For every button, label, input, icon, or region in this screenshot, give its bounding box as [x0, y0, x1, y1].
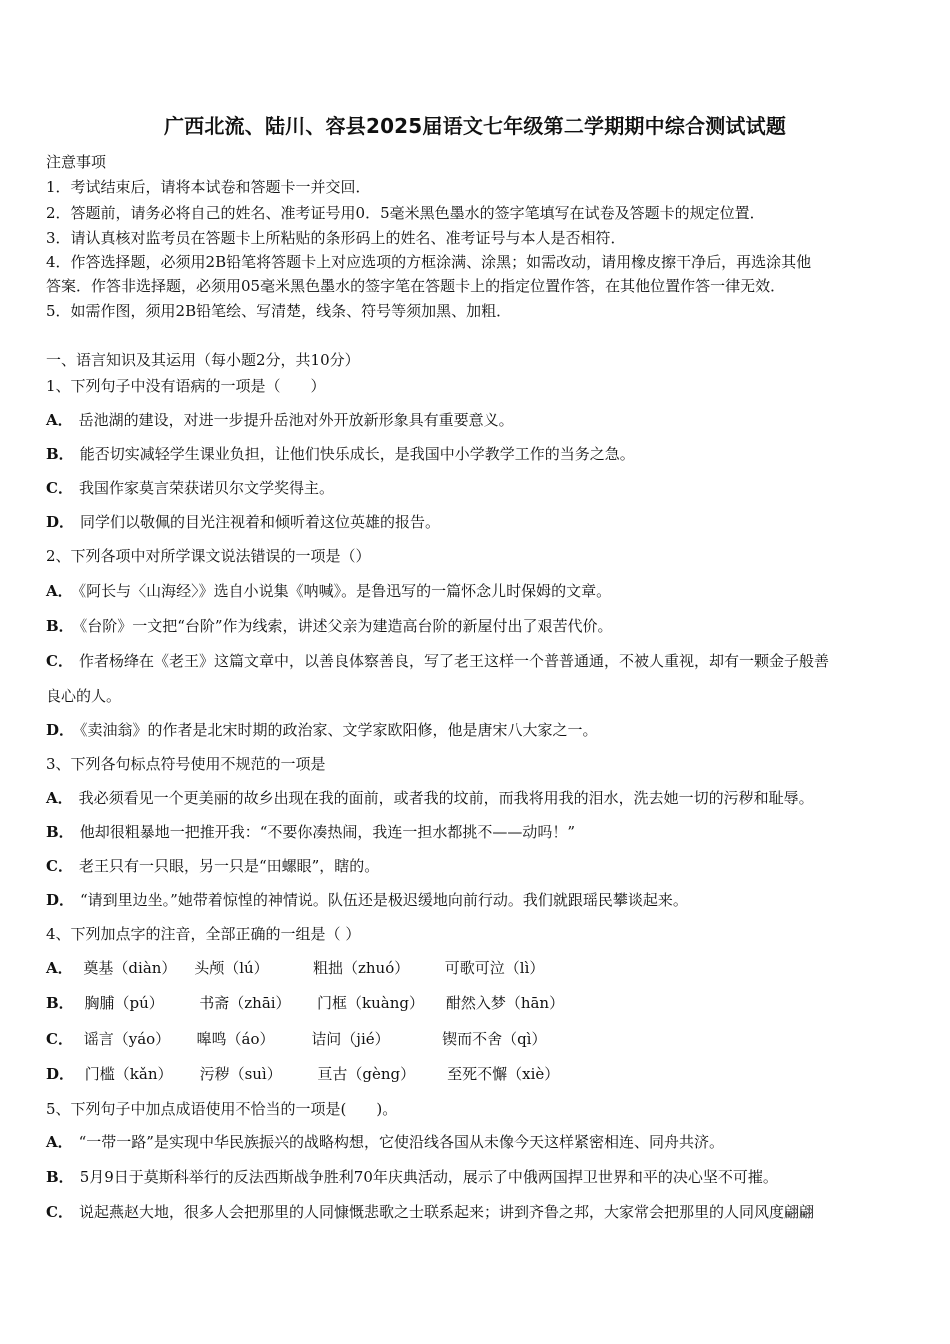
pinyin-item: 诘问（jié）: [311, 1030, 390, 1048]
option-b: [46, 1167, 778, 1187]
option-b: [46, 822, 575, 842]
option-a: [46, 1132, 724, 1152]
option-letter: A．: [46, 959, 73, 977]
option-c: [46, 651, 829, 671]
notice-heading: 注意事项: [46, 153, 107, 171]
option-d: [46, 890, 688, 910]
option-text: 《台阶》一文把“台阶”作为线索，讲述父亲为建造高台阶的新屋付出了艰苦代价。: [79, 617, 613, 635]
pinyin-item: 酣然入梦（hān）: [445, 994, 565, 1012]
option-d: [46, 720, 598, 740]
option-text: 《卖油翁》的作者是北宋时期的政治家、文学家欧阳修，他是唐宋八大家之一。: [80, 721, 598, 739]
notice-item: 答案．作答非选择题，必须用05毫米黑色墨水的签字笔在答题卡上的指定位置作答，在其他位置作答一律无效．: [46, 277, 786, 295]
option-letter: A．: [46, 789, 73, 807]
option-letter: C．: [46, 652, 73, 670]
option-letter: D．: [46, 721, 75, 739]
option-continuation: 良心的人。: [46, 687, 122, 705]
question-stem: 5、下列句子中加点成语使用不恰当的一项是( )。: [46, 1100, 398, 1118]
question-stem: 3、下列各句标点符号使用不规范的一项是: [46, 755, 326, 773]
option-letter: A．: [46, 582, 73, 600]
notice-item: 4．作答选择题，必须用2B铅笔将答题卡上对应选项的方框涂满、涂黑；如需改动，请用橡皮擦干净后，再选涂其他: [46, 253, 812, 271]
option-letter: D．: [46, 513, 75, 531]
option-letter: B．: [46, 994, 74, 1012]
option-text: 《阿长与〈山海经〉》选自小说集《呐喊》。是鲁迅写的一篇怀念儿时保姆的文章。: [78, 582, 612, 600]
pinyin-item: 锲而不舍（qì）: [442, 1030, 547, 1048]
option-text: 能否切实减轻学生课业负担，让他们快乐成长，是我国中小学教学工作的当务之急。: [79, 445, 635, 463]
pinyin-item: 亘古（gèng）: [317, 1065, 416, 1083]
option-letter: B．: [46, 445, 74, 463]
option-letter: C．: [46, 1030, 73, 1048]
pinyin-item: 头颅（lú）: [194, 959, 269, 977]
option-a: [46, 410, 514, 430]
option-text: “一带一路”是实现中华民族振兴的战略构想，它使沿线各国从未像今天这样紧密相连、同舟共济。: [78, 1133, 724, 1151]
pinyin-item: 门槛（kǎn）: [84, 1065, 173, 1083]
option-letter: C．: [46, 1203, 73, 1221]
option-text: 我必须看见一个更美丽的故乡出现在我的面前，或者我的坟前，而我将用我的泪水，洗去她一切的污秽和耻辱。: [78, 789, 814, 807]
option-letter: B．: [46, 617, 74, 635]
question-stem: 1、下列句子中没有语病的一项是（ ）: [46, 377, 326, 395]
option-b: [46, 444, 635, 464]
option-c: [46, 1202, 814, 1222]
pinyin-item: 门框（kuàng）: [317, 994, 424, 1012]
option-letter: B．: [46, 1168, 74, 1186]
option-letter: D．: [46, 1065, 75, 1083]
page-title: 广西北流、陆川、容县2025届语文七年级第二学期期中综合测试试题: [163, 114, 787, 138]
pinyin-item: 胸脯（pú）: [84, 994, 164, 1012]
notice-item: 1．考试结束后，请将本试卷和答题卡一并交回．: [46, 178, 371, 196]
notice-item: 5．如需作图，须用2B铅笔绘、写清楚，线条、符号等须加黑、加粗．: [46, 302, 512, 320]
option-text: 老王只有一只眼，另一只是“田螺眼”，瞎的。: [78, 857, 380, 875]
option-text: 5月9日于莫斯科举行的反法西斯战争胜利70年庆典活动，展示了中俄两国捍卫世界和平的决心坚不可摧。: [79, 1168, 778, 1186]
option-a: [46, 581, 611, 601]
option-c: [46, 478, 334, 498]
option-letter: D．: [46, 891, 75, 909]
pinyin-item: 嗥鸣（áo）: [196, 1030, 275, 1048]
option-b: [46, 616, 613, 636]
notice-item: 2．答题前，请务必将自己的姓名、准考证号用0．5毫米黑色墨水的签字笔填写在试卷及答题卡的规定位置．: [46, 204, 765, 222]
pinyin-item: 奠基（diàn）: [83, 959, 177, 977]
notice-item: 3．请认真核对监考员在答题卡上所粘贴的条形码上的姓名、准考证号与本人是否相符．: [46, 229, 626, 247]
option-letter: C．: [46, 857, 73, 875]
option-d: [46, 1064, 559, 1084]
option-letter: A．: [46, 1133, 73, 1151]
option-text: 作者杨绛在《老王》这篇文章中，以善良体察善良，写了老王这样一个普普通通，不被人重视，却有一颗金子般善: [78, 652, 829, 670]
pinyin-item: 可歌可泣（lì）: [444, 959, 545, 977]
option-c: [46, 856, 379, 876]
option-letter: A．: [46, 411, 73, 429]
option-letter: C．: [46, 479, 73, 497]
option-text: “请到里边坐。”她带着惊惶的神情说。队伍还是极迟缓地向前行动。我们就跟瑶民攀谈起来。: [80, 891, 688, 909]
option-text: 说起燕赵大地，很多人会把那里的人同慷慨悲歌之士联系起来；讲到齐鲁之邦，大家常会把那里的人同风度翩翩: [78, 1203, 814, 1221]
option-text: 他却很粗暴地一把推开我：“不要你凑热闹，我连一担水都挑不——动吗！”: [79, 823, 576, 841]
pinyin-item: 至死不懈（xiè）: [447, 1065, 560, 1083]
option-d: [46, 512, 440, 532]
option-letter: B．: [46, 823, 74, 841]
option-b: [46, 993, 564, 1013]
section-heading: 一、语言知识及其运用（每小题2分，共10分）: [46, 351, 360, 369]
option-a: [46, 958, 544, 978]
option-text: 岳池湖的建设，对进一步提升岳池对外开放新形象具有重要意义。: [78, 411, 514, 429]
option-a: [46, 788, 814, 808]
question-stem: 2、下列各项中对所学课文说法错误的一项是（）: [46, 547, 371, 565]
option-text: 我国作家莫言荣获诺贝尔文学奖得主。: [78, 479, 334, 497]
pinyin-item: 污秽（suì）: [199, 1065, 282, 1083]
pinyin-item: 谣言（yáo）: [83, 1030, 171, 1048]
option-c: [46, 1029, 546, 1049]
option-text: 同学们以敬佩的目光注视着和倾听着这位英雄的报告。: [80, 513, 441, 531]
question-stem: 4、下列加点字的注音，全部正确的一组是（ ）: [46, 925, 361, 943]
pinyin-item: 粗拙（zhuó）: [312, 959, 410, 977]
pinyin-item: 书斋（zhāi）: [199, 994, 291, 1012]
